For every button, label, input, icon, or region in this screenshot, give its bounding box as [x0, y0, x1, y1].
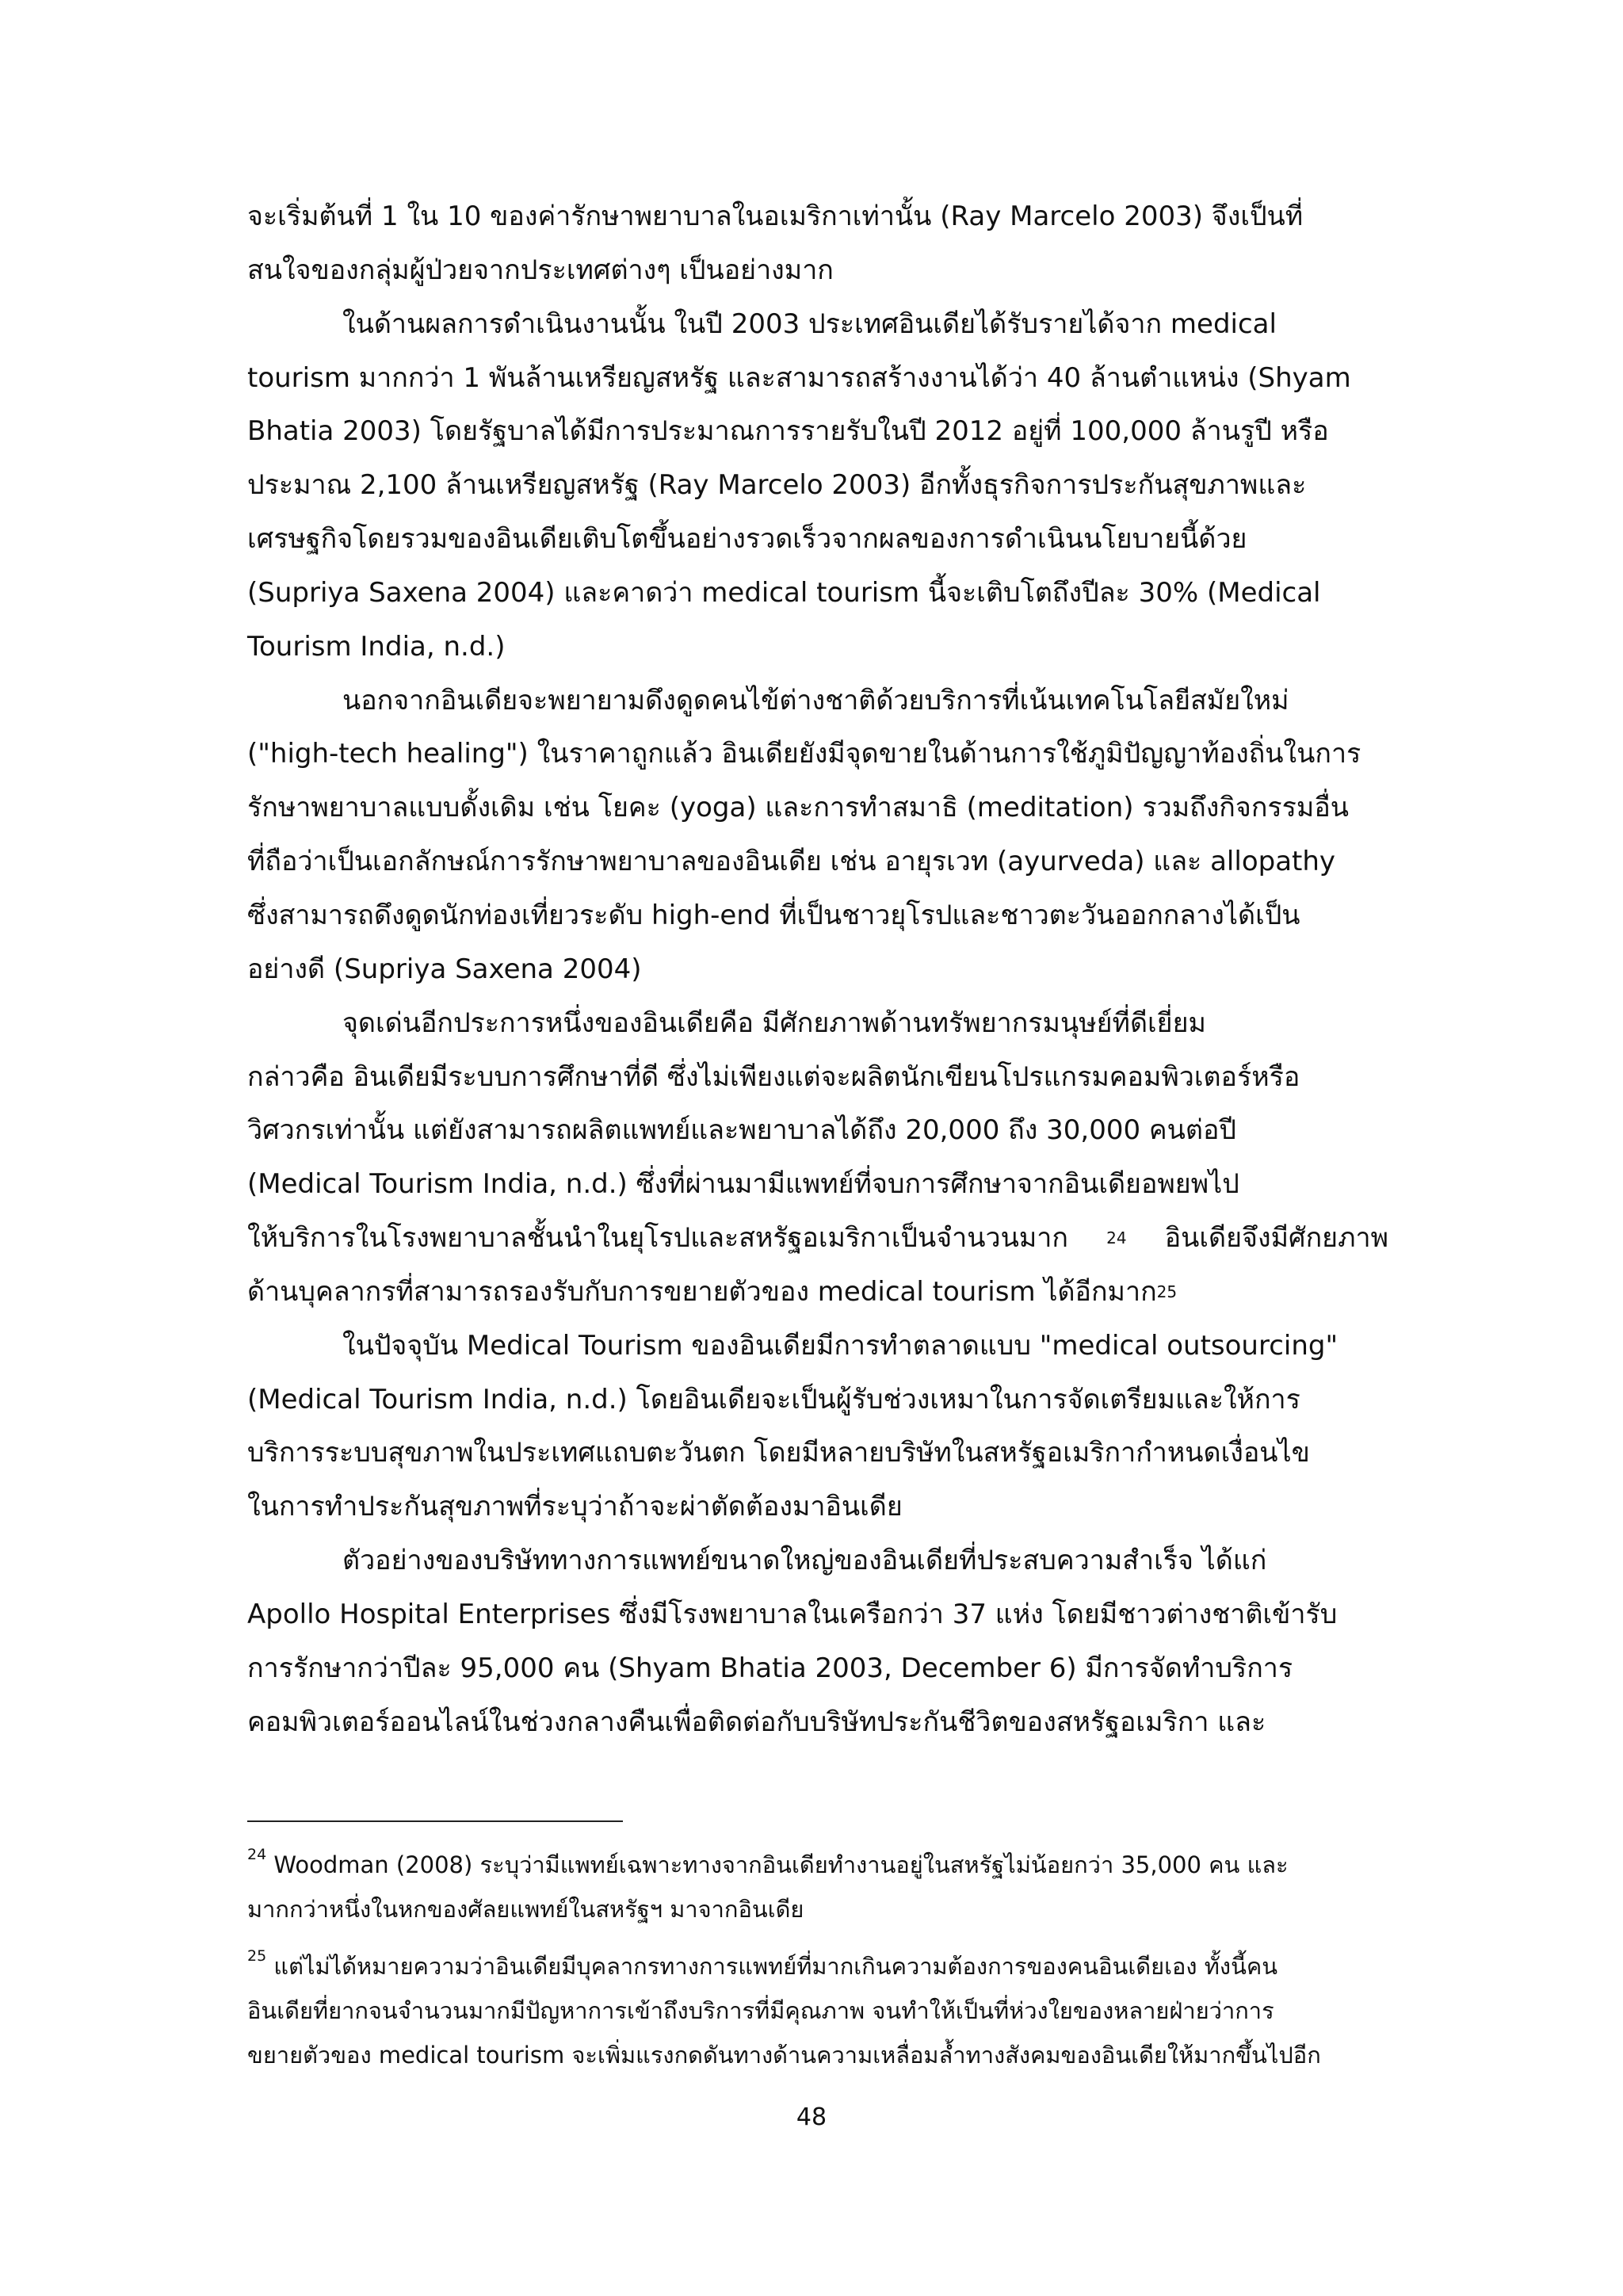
text-line: วิศวกรเท่านั้น แต่ยังสามารถผลิตแพทย์และพยาบาลได้ถึง 20,000 ถึง 30,000 คนต่อปี — [247, 1114, 1236, 1147]
body-text — [247, 190, 1388, 1749]
footnote-line: $^{24}$ Woodman (2008) ระบุว่ามีแพทย์เฉพาะทางจากอินเดียทำงานอยู่ในสหรัฐไม่น้อยกว่า 35,000 คน และ — [247, 1846, 1289, 1878]
text-line: ในปัจจุบัน Medical Tourism ของอินเดียมีการทำตลาดแบบ "medical outsourcing" — [342, 1329, 1338, 1362]
footnote-line: อินเดียที่ยากจนจำนวนมากมีปัญหาการเข้าถึงบริการที่มีคุณภาพ จนทำให้เป็นที่ห่วงใยของหลายฝ่ายว่าการ — [247, 1997, 1274, 2024]
text-line: นอกจากอินเดียจะพยายามดึงดูดคนไข้ต่างชาติด้วยบริการที่เน้นเทคโนโลยีสมัยใหม่ — [342, 684, 1289, 716]
text-line: การรักษากว่าปีละ 95,000 คน (Shyam Bhatia 2003, December 6) มีการจัดทำบริการ — [247, 1652, 1293, 1684]
footnote-line: ขยายตัวของ medical tourism จะเพิ่มแรงกดดันทางด้านความเหลื่อมล้ำทางสังคมของอินเดียให้มากขึ้นไปอีก — [247, 2042, 1321, 2069]
text-line: ("high-tech healing") ในราคาถูกแล้ว อินเดียยังมีจุดขายในด้านการใช้ภูมิปัญญาท้องถิ่นในการ — [247, 738, 1361, 770]
footnote-line: $^{25}$ แต่ไม่ได้หมายความว่าอินเดียมีบุคลากรทางการแพทย์ที่มากเกินความต้องการของคนอินเดียเอง ทั้งนี้คน — [247, 1947, 1278, 1980]
text-segment: ด้านบุคลากรที่สามารถรองรับกับการขยายตัวของ medical tourism ได้อีกมาก — [247, 1275, 1157, 1308]
text-line: ตัวอย่างของบริษัททางการแพทย์ขนาดใหญ่ของอินเดียที่ประสบความสำเร็จ ได้แก่ — [342, 1545, 1267, 1577]
text-segment: อินเดียจึงมีศักยภาพ — [1164, 1222, 1388, 1255]
footnotes — [247, 1843, 1388, 2077]
text-line: บริการระบบสุขภาพในประเทศแถบตะวันตก โดยมีหลายบริษัทในสหรัฐอเมริกากำหนดเงื่อนไข — [247, 1437, 1310, 1469]
text-segment: ให้บริการในโรงพยาบาลชั้นนำในยุโรปและสหรัฐอเมริกาเป็นจำนวนมาก — [247, 1222, 1068, 1255]
footnote-24 — [247, 1843, 1388, 1887]
footnote-divider — [247, 1820, 623, 1822]
text-line: จะเริ่มต้นที่ 1 ใน 10 ของค่ารักษาพยาบาลในอเมริกาเท่านั้น (Ray Marcelo 2003) จึงเป็นที่ — [247, 201, 1304, 232]
text-line: ในด้านผลการดำเนินงานนั้น ในปี 2003 ประเทศอินเดียได้รับรายได้จาก medical — [342, 308, 1277, 340]
footnote-marker: 25 — [247, 1947, 267, 1966]
text-line: Apollo Hospital Enterprises ซึ่งมีโรงพยาบาลในเครือกว่า 37 แห่ง โดยมีชาวต่างชาติเข้ารับ — [247, 1598, 1338, 1630]
text-line: กล่าวคือ อินเดียมีระบบการศึกษาที่ดี ซึ่งไม่เพียงแต่จะผลิตนักเขียนโปรแกรมคอมพิวเตอร์หรือ — [247, 1060, 1300, 1093]
text-line: ให้บริการในโรงพยาบาลชั้นนำในยุโรปและสหรัฐอเมริกาเป็นจำนวนมาก $^{24}$ อินเดียจึงมีศักยภาพ — [247, 1212, 1388, 1266]
text-line: ซึ่งสามารถดึงดูดนักท่องเที่ยวระดับ high-end ที่เป็นชาวยุโรปและชาวตะวันออกกลางได้เป็น — [247, 899, 1300, 931]
text-line: จุดเด่นอีกประการหนึ่งของอินเดียคือ มีศักยภาพด้านทรัพยากรมนุษย์ที่ดีเยี่ยม — [342, 1007, 1206, 1039]
text-line: ที่ถือว่าเป็นเอกลักษณ์การรักษาพยาบาลของอินเดีย เช่น อายุรเวท (ayurveda) และ allopathy — [247, 846, 1336, 878]
text-line: Bhatia 2003) โดยรัฐบาลได้มีการประมาณการรายรับในปี 2012 อยู่ที่ 100,000 ล้านรูปี หรือ — [247, 415, 1329, 448]
text-line: ประมาณ 2,100 ล้านเหรียญสหรัฐ (Ray Marcelo 2003) อีกทั้งธุรกิจการประกันสุขภาพและ — [247, 469, 1307, 502]
text-line: Tourism India, n.d.) — [247, 630, 506, 663]
text-line: tourism มากกว่า 1 พันล้านเหรียญสหรัฐ และสามารถสร้างงานได้ว่า 40 ล้านตำแหน่ง (Shyam — [247, 361, 1351, 394]
footnote-marker: 24 — [247, 1846, 267, 1864]
text-line: ด้านบุคลากรที่สามารถรองรับกับการขยายตัวของ medical tourism ได้อีกมาก $^{25}$ — [247, 1266, 1388, 1320]
footnote-25 — [247, 1944, 1388, 1988]
text-line: เศรษฐกิจโดยรวมของอินเดียเติบโตขึ้นอย่างรวดเร็วจากผลของการดำเนินนโยบายนี้ด้วย — [247, 523, 1247, 556]
text-line: อย่างดี (Supriya Saxena 2004) — [247, 953, 642, 985]
text-line: (Medical Tourism India, n.d.) ซึ่งที่ผ่านมามีแพทย์ที่จบการศึกษาจากอินเดียอพยพไป — [247, 1168, 1239, 1201]
text-line: (Medical Tourism India, n.d.) โดยอินเดียจะเป็นผู้รับช่วงเหมาในการจัดเตรียมและให้การ — [247, 1383, 1300, 1415]
text-line: คอมพิวเตอร์ออนไลน์ในช่วงกลางคืนเพื่อติดต่อกับบริษัทประกันชีวิตของสหรัฐอเมริกา และ — [247, 1706, 1266, 1738]
text-line: สนใจของกลุ่มผู้ป่วยจากประเทศต่างๆ เป็นอย่างมาก — [247, 254, 834, 286]
text-line: รักษาพยาบาลแบบดั้งเดิม เช่น โยคะ (yoga) และการทำสมาธิ (meditation) รวมถึงกิจกรรมอื่น — [247, 792, 1349, 824]
text-line: ในการทำประกันสุขภาพที่ระบุว่าถ้าจะผ่าตัดต้องมาอินเดีย — [247, 1491, 903, 1523]
footnote-line: มากกว่าหนึ่งในหกของศัลยแพทย์ในสหรัฐฯ มาจากอินเดีย — [247, 1896, 804, 1923]
text-line: (Supriya Saxena 2004) และคาดว่า medical tourism นี้จะเติบโตถึงปีละ 30% (Medical — [247, 576, 1321, 609]
page-number: 48 — [796, 2103, 827, 2131]
